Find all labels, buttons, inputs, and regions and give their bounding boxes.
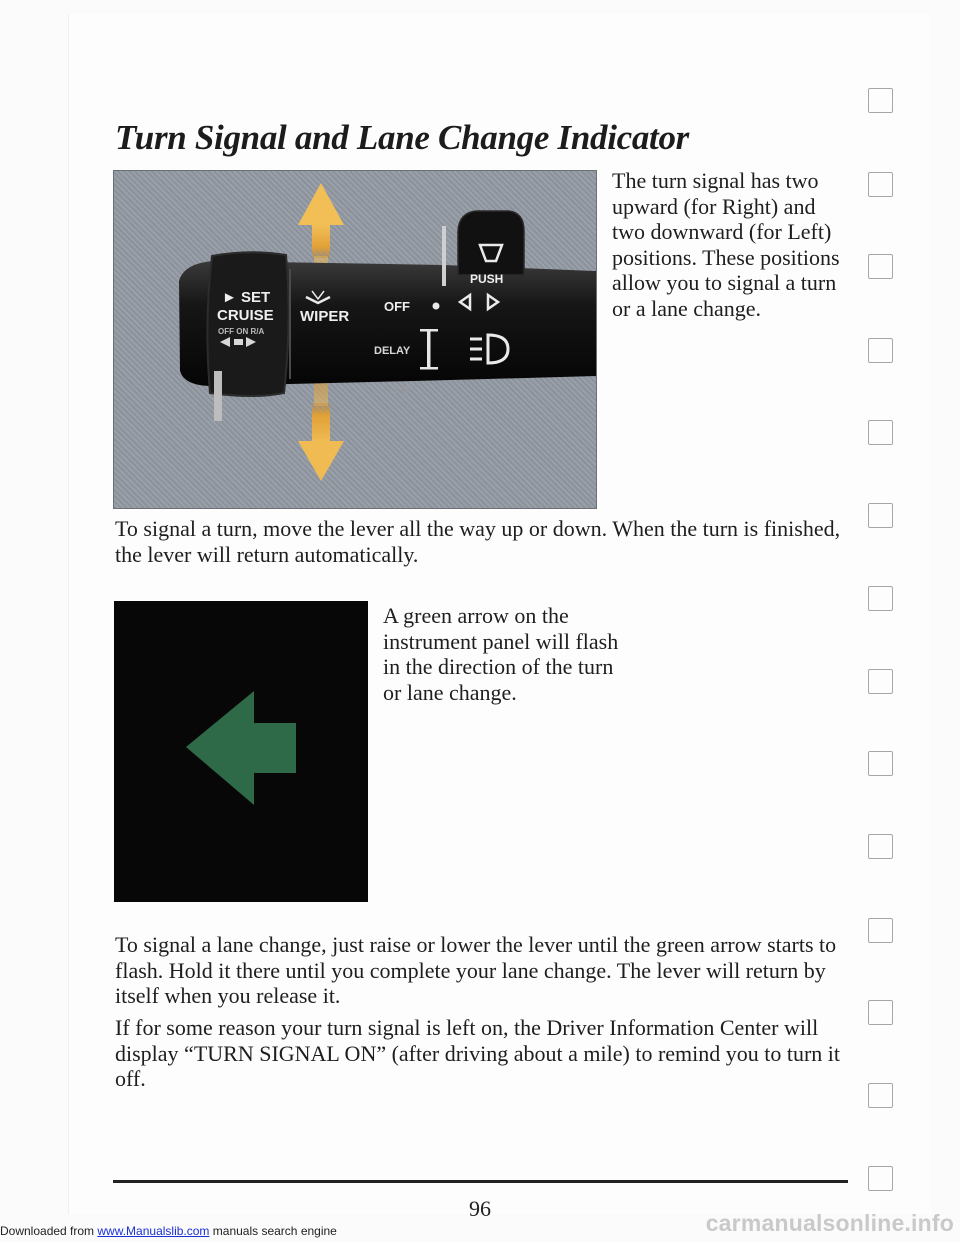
page-number: 96 (469, 1196, 491, 1221)
section-tab (868, 1166, 893, 1191)
signal-turn-text: To signal a turn, move the lever all the way up or down. When the turn is finished, the lever will return automatically. (115, 516, 841, 567)
turn-positions-text: The turn signal has two upward (for Right) and two downward (for Left) positions. These positions allow you to signal a turn or a lane change. (612, 168, 840, 321)
signal-left-on-text: If for some reason your turn signal is left on, the Driver Information Center will display “TURN SIGNAL ON” (after driving about a mile) to remind you to turn it off. (115, 1015, 841, 1091)
section-tab (868, 669, 893, 694)
section-tab (868, 834, 893, 859)
lo-label: LO (394, 384, 410, 396)
section-tab (868, 88, 893, 113)
lane-change-text: To signal a lane change, just raise or lower the lever until the green arrow starts to flash. Hold it there until you complete your lane change. The lever will return by itself when you release it. (115, 932, 837, 1008)
delay-label: DELAY (374, 345, 411, 357)
cruise-label: CRUISE (217, 307, 274, 324)
page-title: Turn Signal and Lane Change Indicator (115, 118, 690, 157)
section-tabs (868, 0, 898, 1242)
manualslib-link[interactable]: www.Manualslib.com (97, 1224, 210, 1238)
section-tab (868, 586, 893, 611)
push-label: PUSH (470, 272, 504, 286)
section-tab (868, 420, 893, 445)
watermark: carmanualsonline.info (705, 1210, 954, 1236)
section-tab (868, 1000, 893, 1025)
footer-rule (113, 1180, 848, 1183)
section-tab (868, 254, 893, 279)
download-note (0, 1224, 337, 1238)
set-label: ► SET (222, 289, 271, 306)
indicator-panel-image (114, 601, 368, 902)
off-label: OFF (384, 299, 410, 314)
section-tab (868, 503, 893, 528)
download-suffix: manuals search engine (209, 1224, 337, 1238)
down-arrow-icon (298, 376, 344, 481)
green-arrow-text: A green arrow on the instrument panel will flash in the direction of the turn or lane change. (383, 603, 619, 705)
section-tab (868, 338, 893, 363)
wiper-label: WIPER (300, 308, 350, 325)
download-prefix: Downloaded from (0, 1224, 98, 1238)
lever-illustration (114, 171, 597, 509)
turn-signal-lever-photo (113, 170, 597, 509)
section-tab (868, 172, 893, 197)
section-tab (868, 1083, 893, 1108)
cruise-modes-label: OFF ON R/A (218, 327, 265, 336)
section-tab (868, 918, 893, 943)
green-left-arrow-icon (114, 601, 368, 902)
section-tab (868, 751, 893, 776)
